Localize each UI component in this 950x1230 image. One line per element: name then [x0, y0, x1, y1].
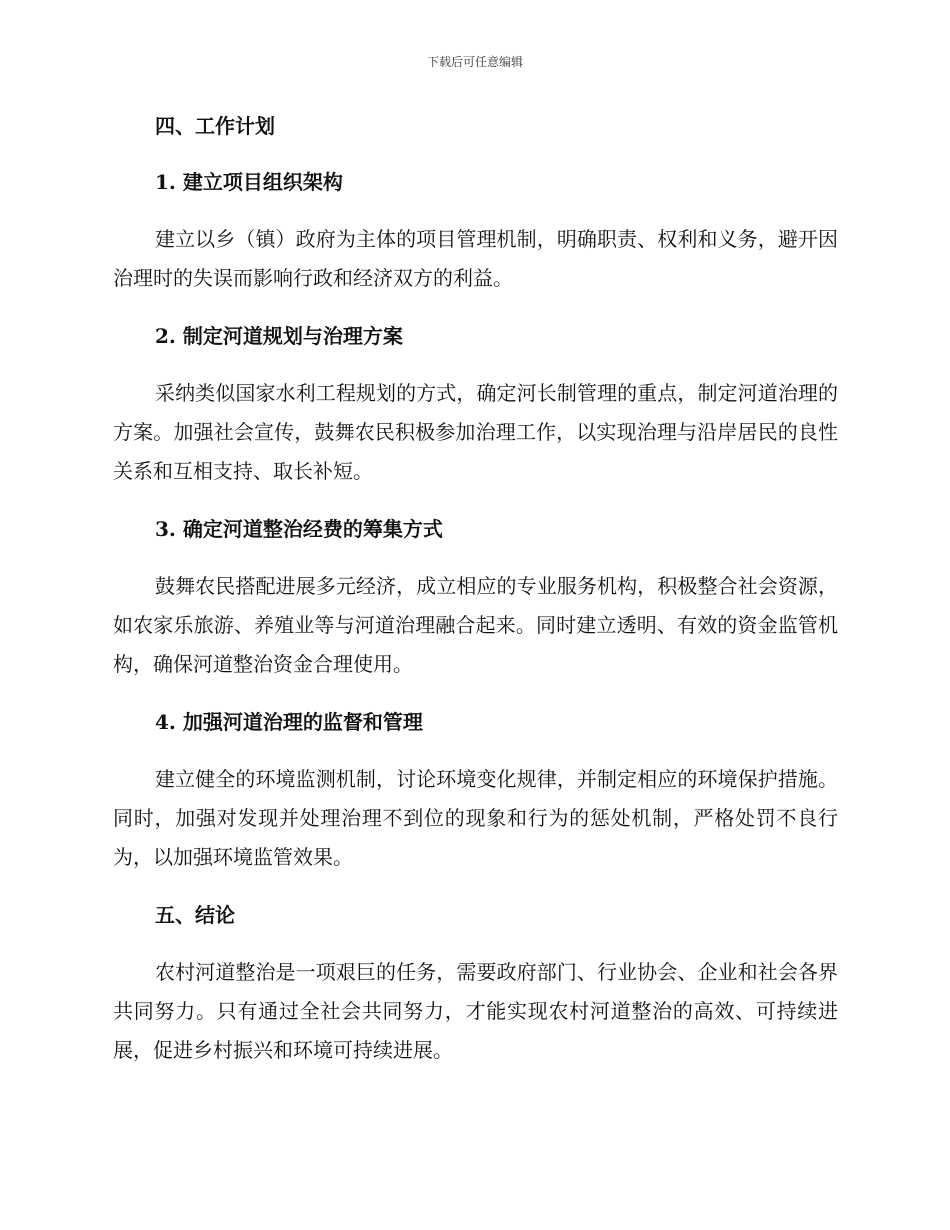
- paragraph-organization: 建立以乡（镇）政府为主体的项目管理机制，明确职责、权利和义务，避开因治理时的失误而影响行政和经济双方的利益。: [113, 227, 838, 290]
- page-header: 下载后可任意编辑: [426, 55, 523, 69]
- subsection-title-supervision: 4. 加强河道治理的监督和管理: [155, 710, 423, 734]
- paragraph-funding: 鼓舞农民搭配进展多元经济，成立相应的专业服务机构，积极整合社会资源，如农家乐旅游、养殖业等与河道治理融合起来。同时建立透明、有效的资金监管机构，确保河道整治资金合理使用。: [113, 574, 838, 676]
- section-title-conclusion: 五、结论: [155, 903, 235, 927]
- subsection-title-funding: 3. 确定河道整治经费的筹集方式: [155, 517, 443, 541]
- document-body: [113, 108, 838, 1090]
- section-title-work-plan: 四、工作计划: [155, 114, 275, 138]
- subsection-title-organization: 1. 建立项目组织架构: [155, 170, 343, 194]
- paragraph-conclusion: 农村河道整治是一项艰巨的任务，需要政府部门、行业协会、企业和社会各界共同努力。只有通过全社会共同努力，才能实现农村河道整治的高效、可持续进展，促进乡村振兴和环境可持续进展。: [113, 960, 838, 1062]
- paragraph-supervision: 建立健全的环境监测机制，讨论环境变化规律，并制定相应的环境保护措施。同时，加强对发现并处理治理不到位的现象和行为的惩处机制，严格处罚不良行为，以加强环境监管效果。: [113, 767, 838, 869]
- paragraph-planning: 采纳类似国家水利工程规划的方式，确定河长制管理的重点，制定河道治理的方案。加强社会宣传，鼓舞农民积极参加治理工作，以实现治理与沿岸居民的良性关系和互相支持、取长补短。: [113, 381, 838, 483]
- subsection-title-planning: 2. 制定河道规划与治理方案: [155, 324, 403, 348]
